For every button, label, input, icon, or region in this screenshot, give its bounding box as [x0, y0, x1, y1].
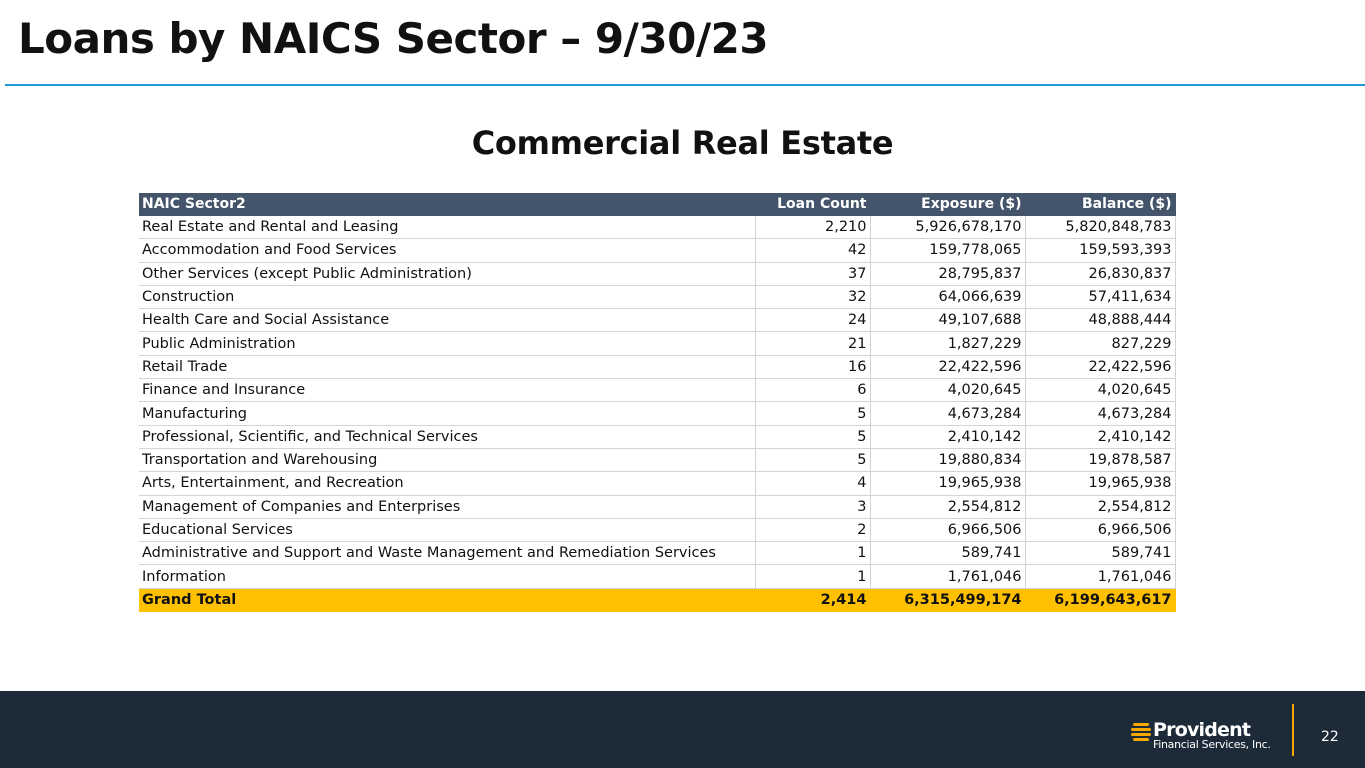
exposure-cell: 19,880,834 [870, 448, 1025, 471]
exposure-cell: 64,066,639 [870, 285, 1025, 308]
sector-cell: Public Administration [139, 332, 755, 355]
balance-cell: 2,554,812 [1025, 495, 1175, 518]
table-body [139, 216, 1175, 589]
table-row [139, 425, 1175, 448]
exposure-cell: 2,554,812 [870, 495, 1025, 518]
balance-cell: 6,966,506 [1025, 518, 1175, 541]
exposure-cell: 1,827,229 [870, 332, 1025, 355]
sector-cell: Management of Companies and Enterprises [139, 495, 755, 518]
loan-count-cell: 16 [755, 355, 870, 378]
balance-cell: 48,888,444 [1025, 309, 1175, 332]
exposure-cell: 19,965,938 [870, 472, 1025, 495]
table-row [139, 402, 1175, 425]
table-row [139, 216, 1175, 239]
balance-cell: 2,410,142 [1025, 425, 1175, 448]
sector-cell: Professional, Scientific, and Technical Services [139, 425, 755, 448]
page-number: 22 [1321, 729, 1339, 745]
sector-cell: Accommodation and Food Services [139, 239, 755, 262]
exposure-cell: 4,020,645 [870, 379, 1025, 402]
loan-count-cell: 3 [755, 495, 870, 518]
loan-count-cell: 5 [755, 425, 870, 448]
grand-total-balance: 6,199,643,617 [1025, 588, 1175, 611]
balance-cell: 19,965,938 [1025, 472, 1175, 495]
exposure-cell: 1,761,046 [870, 565, 1025, 588]
sector-cell: Arts, Entertainment, and Recreation [139, 472, 755, 495]
sector-cell: Retail Trade [139, 355, 755, 378]
table-row [139, 355, 1175, 378]
exposure-cell: 22,422,596 [870, 355, 1025, 378]
exposure-cell: 6,966,506 [870, 518, 1025, 541]
table-row [139, 495, 1175, 518]
grand-total-loan-count: 2,414 [755, 588, 870, 611]
sector-cell: Educational Services [139, 518, 755, 541]
table-row [139, 518, 1175, 541]
exposure-cell: 589,741 [870, 542, 1025, 565]
slide-title: Loans by NAICS Sector – 9/30/23 [18, 14, 769, 63]
exposure-cell: 5,926,678,170 [870, 216, 1025, 239]
loan-count-cell: 6 [755, 379, 870, 402]
sector-cell: Manufacturing [139, 402, 755, 425]
table-row [139, 542, 1175, 565]
balance-cell: 22,422,596 [1025, 355, 1175, 378]
table-row [139, 285, 1175, 308]
exposure-cell: 49,107,688 [870, 309, 1025, 332]
table-row [139, 332, 1175, 355]
loans-by-sector-table [139, 193, 1176, 612]
loan-count-cell: 32 [755, 285, 870, 308]
loan-count-cell: 1 [755, 542, 870, 565]
sector-cell: Administrative and Support and Waste Management and Remediation Services [139, 542, 755, 565]
balance-cell: 159,593,393 [1025, 239, 1175, 262]
table-row [139, 379, 1175, 402]
sector-cell: Finance and Insurance [139, 379, 755, 402]
column-header-balance: Balance ($) [1025, 193, 1175, 216]
loan-count-cell: 1 [755, 565, 870, 588]
provident-logo-icon [1131, 723, 1151, 741]
loan-count-cell: 42 [755, 239, 870, 262]
table-row [139, 565, 1175, 588]
balance-cell: 57,411,634 [1025, 285, 1175, 308]
table-row [139, 448, 1175, 471]
loan-count-cell: 5 [755, 402, 870, 425]
title-divider [5, 84, 1365, 86]
table-row [139, 472, 1175, 495]
balance-cell: 4,020,645 [1025, 379, 1175, 402]
balance-cell: 1,761,046 [1025, 565, 1175, 588]
column-header-exposure: Exposure ($) [870, 193, 1025, 216]
loan-count-cell: 2,210 [755, 216, 870, 239]
table-header-row [139, 193, 1175, 216]
section-heading: Commercial Real Estate [471, 124, 894, 162]
balance-cell: 4,673,284 [1025, 402, 1175, 425]
balance-cell: 589,741 [1025, 542, 1175, 565]
grand-total-exposure: 6,315,499,174 [870, 588, 1025, 611]
loan-count-cell: 24 [755, 309, 870, 332]
balance-cell: 26,830,837 [1025, 262, 1175, 285]
exposure-cell: 4,673,284 [870, 402, 1025, 425]
balance-cell: 19,878,587 [1025, 448, 1175, 471]
footer-divider [1292, 704, 1294, 756]
sector-cell: Construction [139, 285, 755, 308]
sector-cell: Information [139, 565, 755, 588]
column-header-loan-count: Loan Count [755, 193, 870, 216]
loan-count-cell: 2 [755, 518, 870, 541]
exposure-cell: 159,778,065 [870, 239, 1025, 262]
balance-cell: 827,229 [1025, 332, 1175, 355]
loan-count-cell: 5 [755, 448, 870, 471]
table-row [139, 239, 1175, 262]
grand-total-row [139, 588, 1175, 611]
logo-name: Provident [1153, 719, 1251, 741]
sector-cell: Real Estate and Rental and Leasing [139, 216, 755, 239]
table-row [139, 262, 1175, 285]
exposure-cell: 2,410,142 [870, 425, 1025, 448]
sector-cell: Other Services (except Public Administration) [139, 262, 755, 285]
column-header-sector: NAIC Sector2 [139, 193, 755, 216]
grand-total-label: Grand Total [139, 588, 755, 611]
table-row [139, 309, 1175, 332]
loan-count-cell: 21 [755, 332, 870, 355]
sector-cell: Health Care and Social Assistance [139, 309, 755, 332]
balance-cell: 5,820,848,783 [1025, 216, 1175, 239]
sector-cell: Transportation and Warehousing [139, 448, 755, 471]
loan-count-cell: 37 [755, 262, 870, 285]
loan-count-cell: 4 [755, 472, 870, 495]
logo-tagline: Financial Services, Inc. [1153, 738, 1271, 751]
exposure-cell: 28,795,837 [870, 262, 1025, 285]
